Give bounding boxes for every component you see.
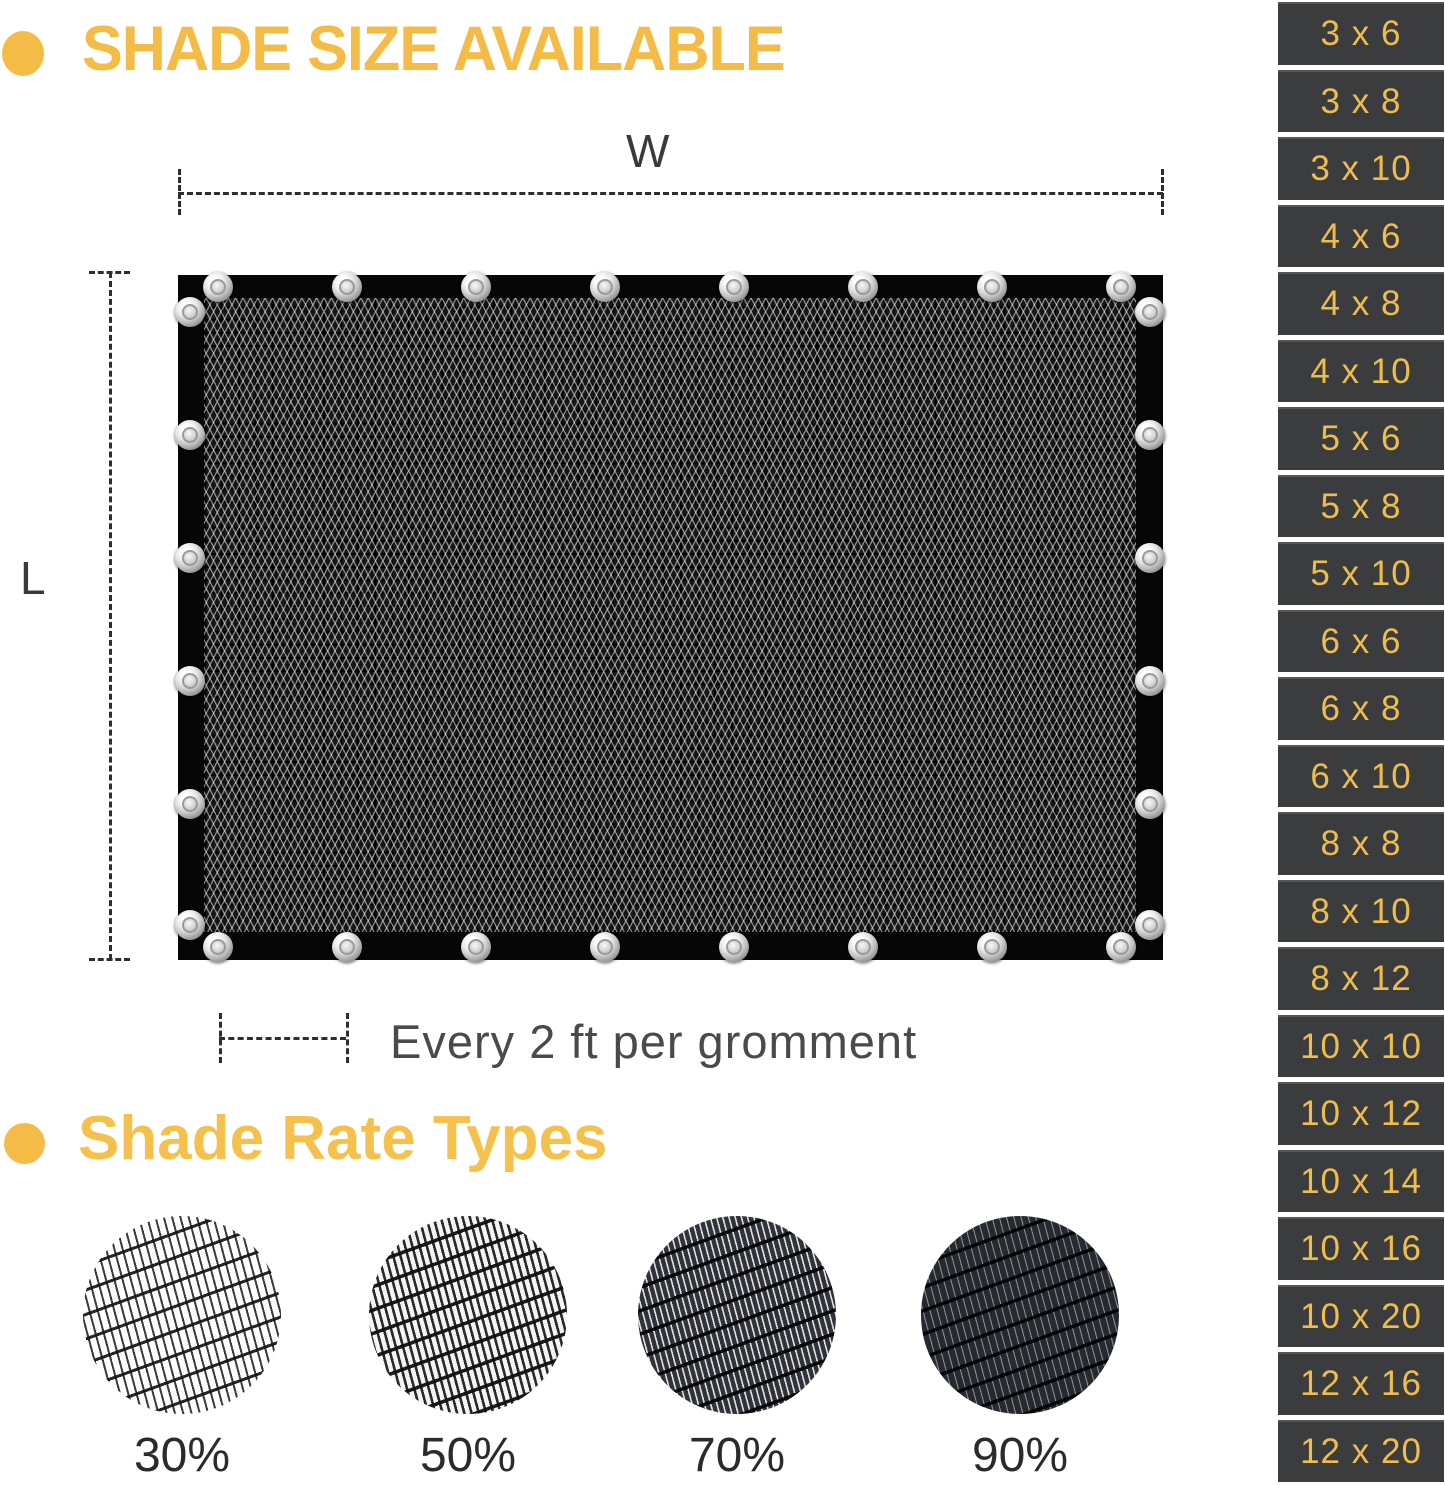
shade-net-graphic: [178, 275, 1163, 960]
size-option: 3 x 10: [1278, 137, 1444, 200]
size-option: 5 x 6: [1278, 407, 1444, 470]
grommet-note: Every 2 ft per gromment: [390, 1015, 918, 1068]
shade-rate-swatch-30: [83, 1216, 281, 1414]
grommet-spacing-line: [219, 1037, 346, 1040]
grommet-icon: [175, 910, 205, 940]
size-option: 8 x 8: [1278, 812, 1444, 875]
size-option: 5 x 10: [1278, 542, 1444, 605]
shade-rate-swatch-90: [921, 1216, 1119, 1414]
grommet-icon: [1135, 666, 1165, 696]
grommet-spacing-tick-left: [219, 1013, 222, 1063]
grommet-icon: [1135, 910, 1165, 940]
length-dimension-label: L: [20, 552, 46, 604]
size-option: 4 x 10: [1278, 340, 1444, 403]
grommet-icon: [848, 932, 878, 962]
width-dimension-line: [178, 192, 1163, 195]
size-option: 3 x 8: [1278, 70, 1444, 133]
length-dimension-tick-bottom: [89, 958, 130, 961]
grommet-icon: [1106, 932, 1136, 962]
shade-rate-label: 30%: [133, 1429, 231, 1482]
size-option: 12 x 20: [1278, 1420, 1444, 1483]
grommet-icon: [1135, 297, 1165, 327]
size-option: 8 x 12: [1278, 947, 1444, 1010]
size-option: 10 x 10: [1278, 1015, 1444, 1078]
grommet-icon: [175, 543, 205, 573]
size-option: 5 x 8: [1278, 475, 1444, 538]
grommet-icon: [977, 272, 1007, 302]
grommet-icon: [203, 932, 233, 962]
grommet-icon: [1135, 543, 1165, 573]
grommet-icon: [848, 272, 878, 302]
size-list: [1278, 2, 1444, 1482]
grommet-icon: [175, 789, 205, 819]
size-option: 8 x 10: [1278, 880, 1444, 943]
size-option: 10 x 16: [1278, 1217, 1444, 1280]
grommet-spacing-tick-right: [346, 1013, 349, 1063]
grommet-icon: [977, 932, 1007, 962]
size-option: 10 x 14: [1278, 1150, 1444, 1213]
shade-rate-swatch-50: [369, 1216, 567, 1414]
bullet-dot-icon: [4, 1123, 45, 1164]
grommet-icon: [590, 272, 620, 302]
grommet-icon: [175, 666, 205, 696]
grommet-icon: [719, 272, 749, 302]
size-section-title: SHADE SIZE AVAILABLE: [82, 14, 785, 84]
grommet-icon: [1135, 420, 1165, 450]
grommet-icon: [1106, 272, 1136, 302]
shade-rate-label: 90%: [971, 1429, 1069, 1482]
width-dimension-label: W: [626, 125, 670, 177]
shade-rate-label: 50%: [419, 1429, 517, 1482]
width-dimension-tick-left: [178, 169, 181, 215]
size-option: 6 x 6: [1278, 610, 1444, 673]
size-option: 3 x 6: [1278, 2, 1444, 65]
rate-section-title: Shade Rate Types: [78, 1104, 608, 1173]
grommet-icon: [719, 932, 749, 962]
shade-rate-label: 70%: [688, 1429, 786, 1482]
size-option: 6 x 8: [1278, 677, 1444, 740]
size-option: 10 x 12: [1278, 1082, 1444, 1145]
shade-rate-swatch-70: [638, 1216, 836, 1414]
size-option: 4 x 8: [1278, 272, 1444, 335]
size-option: 6 x 10: [1278, 745, 1444, 808]
bullet-dot-icon: [2, 31, 44, 76]
grommet-icon: [461, 272, 491, 302]
length-dimension-tick-top: [89, 271, 130, 274]
size-option: 4 x 6: [1278, 205, 1444, 268]
grommet-icon: [461, 932, 491, 962]
shade-net-mesh-texture: [204, 298, 1136, 932]
grommet-icon: [203, 272, 233, 302]
size-option: 12 x 16: [1278, 1352, 1444, 1415]
width-dimension-tick-right: [1161, 169, 1164, 215]
grommet-icon: [332, 272, 362, 302]
grommet-icon: [175, 297, 205, 327]
size-option: 10 x 20: [1278, 1285, 1444, 1348]
grommet-icon: [175, 420, 205, 450]
grommet-icon: [590, 932, 620, 962]
grommet-icon: [1135, 789, 1165, 819]
grommet-icon: [332, 932, 362, 962]
length-dimension-line: [109, 272, 112, 960]
